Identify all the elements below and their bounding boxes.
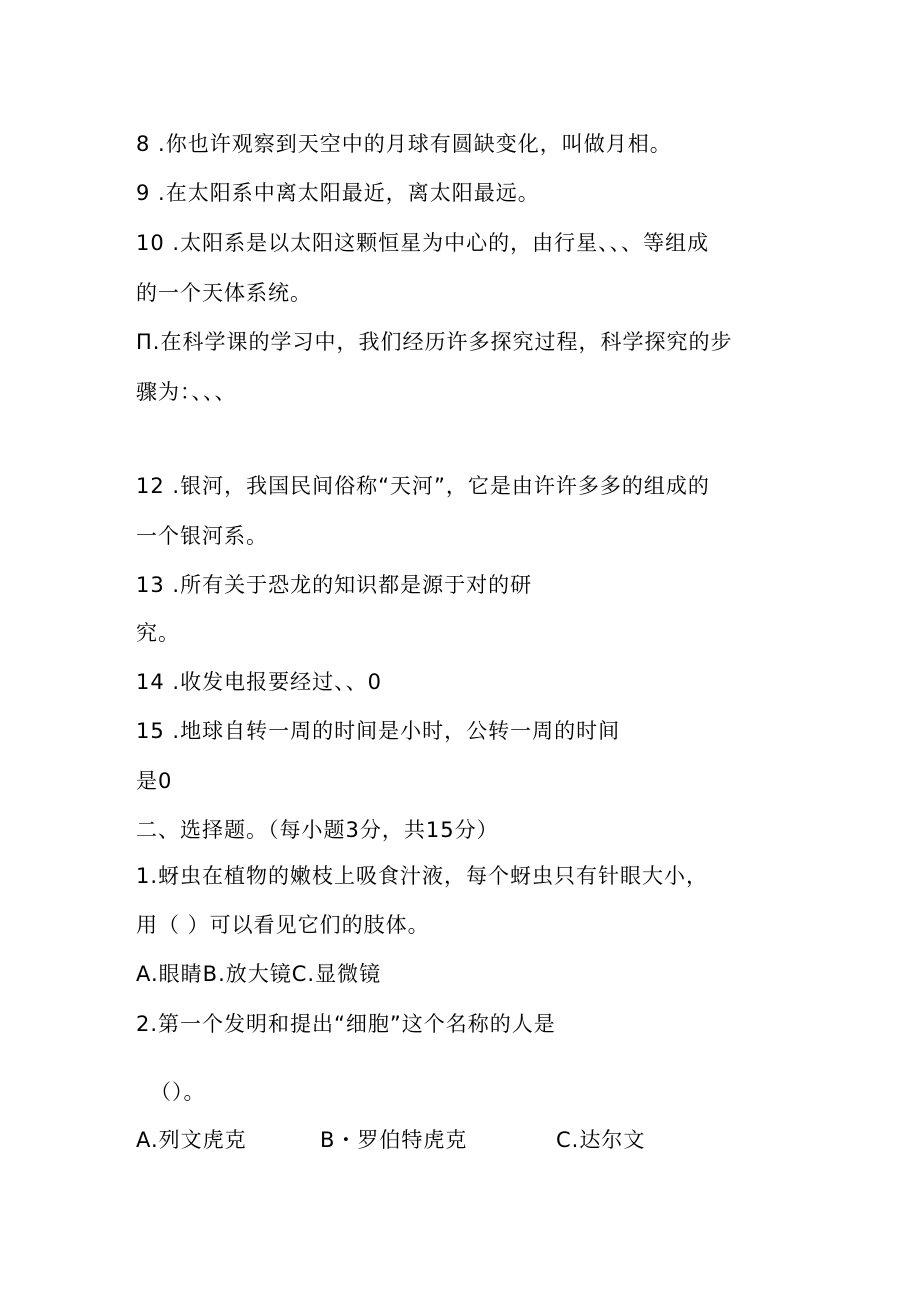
question-12-line-1: 12 .银河，我国民间俗称“天河”，它是由许许多多的组成的	[136, 474, 710, 498]
question-11-line-2: 骤为：、、、	[136, 380, 237, 404]
question-15-line-1: 15 .地球自转一周的时间是小时，公转一周的时间	[136, 719, 621, 743]
choice-question-2-option-b: B・罗伯特虎克	[320, 1128, 468, 1152]
choice-question-1-line-1: 1.蚜虫在植物的嫩枝上吸食汁液，每个蚜虫只有针眼大小，	[136, 864, 709, 888]
choice-question-2-line-2: （）。	[150, 1080, 206, 1104]
choice-question-2-option-c: C.达尔文	[556, 1128, 646, 1152]
question-15-line-2: 是0	[136, 769, 173, 793]
section-heading-choice: 二、选择题。（每小题3分，共15分）	[136, 818, 499, 842]
choice-question-1-options: A.眼睛B.放大镜C.显微镜	[136, 962, 382, 986]
question-11-line-1: Π.在科学课的学习中，我们经历许多探究过程，科学探究的步	[136, 330, 733, 354]
question-10-line-2: 的一个天体系统。	[136, 281, 312, 305]
question-13-line-1: 13 .所有关于恐龙的知识都是源于对的研	[136, 573, 533, 597]
choice-question-1-line-2: 用（ ）可以看见它们的肢体。	[136, 913, 430, 937]
question-8: 8 .你也许观察到天空中的月球有圆缺变化，叫做月相。	[136, 132, 672, 156]
choice-question-2-line-1: 2.第一个发明和提出“细胞”这个名称的人是	[136, 1012, 556, 1036]
question-10-line-1: 10 .太阳系是以太阳这颗恒星为中心的，由行星、、、等组成	[136, 231, 710, 255]
question-9: 9 .在太阳系中离太阳最近，离太阳最远。	[136, 181, 540, 205]
question-14: 14 .收发电报要经过、、0	[136, 670, 382, 694]
choice-question-2-option-a: A.列文虎克	[136, 1128, 247, 1152]
question-13-line-2: 究。	[136, 621, 180, 645]
question-12-line-2: 一个银河系。	[136, 524, 268, 548]
